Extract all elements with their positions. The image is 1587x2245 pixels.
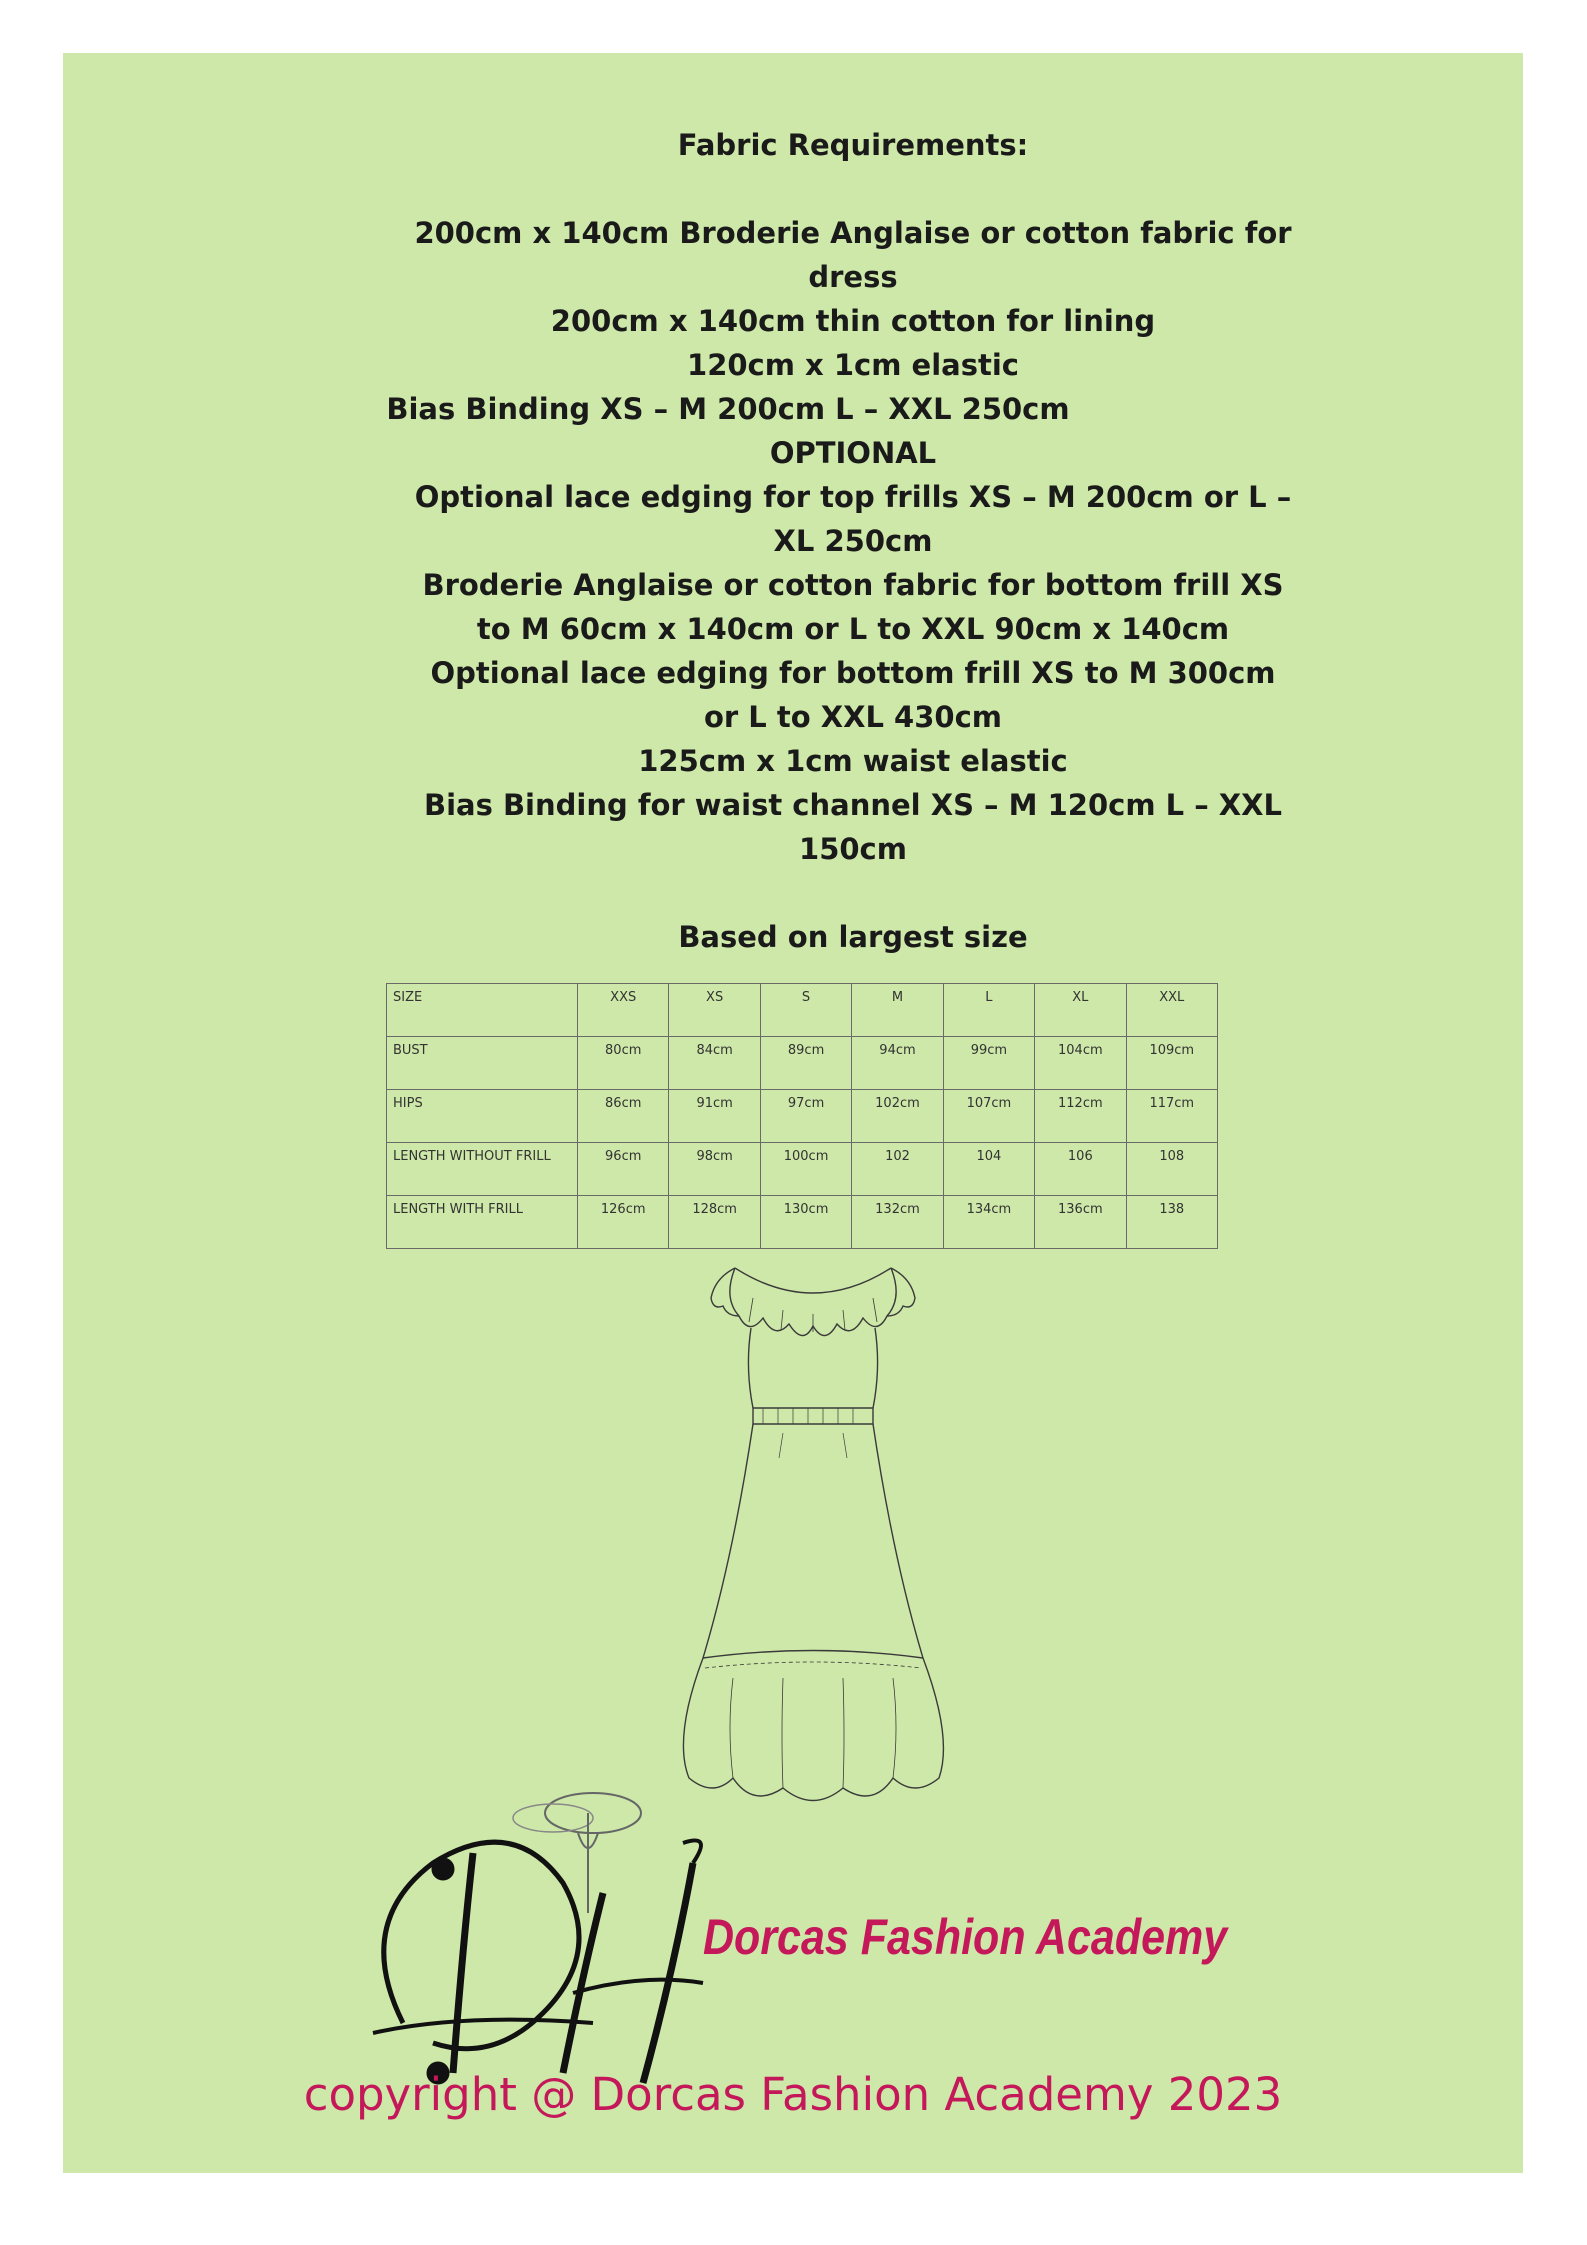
table-cell: HIPS xyxy=(387,1090,578,1143)
table-header-cell: XXS xyxy=(578,984,669,1037)
table-cell: 130cm xyxy=(760,1196,851,1249)
page-panel xyxy=(63,53,1523,2173)
table-cell: 80cm xyxy=(578,1037,669,1090)
table-header-cell: SIZE xyxy=(387,984,578,1037)
requirement-line: Broderie Anglaise or cotton fabric for bottom frill XS xyxy=(422,568,1284,602)
dress-illustration xyxy=(653,1258,973,1818)
table-cell: 108 xyxy=(1126,1143,1217,1196)
requirement-line: 200cm x 140cm Broderie Anglaise or cotton fabric for xyxy=(414,216,1292,250)
table-header-row xyxy=(387,984,1218,1037)
table-cell: 112cm xyxy=(1035,1090,1126,1143)
table-cell: 84cm xyxy=(669,1037,760,1090)
fabric-requirements xyxy=(386,123,1303,959)
requirement-line: 150cm xyxy=(799,832,907,866)
table-cell: 97cm xyxy=(760,1090,851,1143)
table-cell: 102 xyxy=(852,1143,943,1196)
table-cell: 100cm xyxy=(760,1143,851,1196)
table-cell: 106 xyxy=(1035,1143,1126,1196)
table-header-cell: L xyxy=(943,984,1034,1037)
table-cell: 102cm xyxy=(852,1090,943,1143)
table-cell: 104cm xyxy=(1035,1037,1126,1090)
table-cell: 104 xyxy=(943,1143,1034,1196)
table-cell: 94cm xyxy=(852,1037,943,1090)
table-cell: 132cm xyxy=(852,1196,943,1249)
table-row xyxy=(387,1196,1218,1249)
table-cell: 86cm xyxy=(578,1090,669,1143)
requirement-line: Optional lace edging for top frills XS – M 200cm or L – xyxy=(414,480,1292,514)
table-cell: LENGTH WITH FRILL xyxy=(387,1196,578,1249)
section-title: Fabric Requirements: xyxy=(677,128,1029,162)
table-header-cell: XL xyxy=(1035,984,1126,1037)
table-cell: 138 xyxy=(1126,1196,1217,1249)
table-cell: 109cm xyxy=(1126,1037,1217,1090)
size-chart xyxy=(386,983,1218,1249)
requirement-line: Bias Binding for waist channel XS – M 120cm L – XXL xyxy=(423,788,1283,822)
requirement-line: Bias Binding XS – M 200cm L – XXL 250cm xyxy=(386,392,1070,426)
brand-name: Dorcas Fashion Academy xyxy=(703,1909,1228,1965)
spacer xyxy=(403,167,1303,211)
requirement-line: dress xyxy=(808,260,898,294)
spacer xyxy=(403,871,1303,915)
table-cell: 91cm xyxy=(669,1090,760,1143)
table-cell: 99cm xyxy=(943,1037,1034,1090)
copyright-notice: copyright @ Dorcas Fashion Academy 2023 xyxy=(303,2068,1283,2121)
table-cell: 89cm xyxy=(760,1037,851,1090)
table-cell: 98cm xyxy=(669,1143,760,1196)
requirement-line: 125cm x 1cm waist elastic xyxy=(638,744,1068,778)
table-cell: LENGTH WITHOUT FRILL xyxy=(387,1143,578,1196)
requirement-line: 120cm x 1cm elastic xyxy=(687,348,1019,382)
requirement-line: to M 60cm x 140cm or L to XXL 90cm x 140cm xyxy=(476,612,1230,646)
table-cell: BUST xyxy=(387,1037,578,1090)
requirement-line: Optional lace edging for bottom frill XS to M 300cm xyxy=(430,656,1276,690)
table-row xyxy=(387,1143,1218,1196)
table-cell: 128cm xyxy=(669,1196,760,1249)
requirement-line: OPTIONAL xyxy=(769,436,937,470)
table-header-cell: XXL xyxy=(1126,984,1217,1037)
table-row xyxy=(387,1037,1218,1090)
table-cell: 96cm xyxy=(578,1143,669,1196)
table-header-cell: M xyxy=(852,984,943,1037)
table-row xyxy=(387,1090,1218,1143)
table-cell: 134cm xyxy=(943,1196,1034,1249)
requirement-line: or L to XXL 430cm xyxy=(703,700,1002,734)
table-header-cell: XS xyxy=(669,984,760,1037)
table-cell: 107cm xyxy=(943,1090,1034,1143)
table-header-cell: S xyxy=(760,984,851,1037)
requirement-line: 200cm x 140cm thin cotton for lining xyxy=(550,304,1156,338)
table-cell: 117cm xyxy=(1126,1090,1217,1143)
requirement-line: XL 250cm xyxy=(773,524,933,558)
table-cell: 136cm xyxy=(1035,1196,1126,1249)
size-note: Based on largest size xyxy=(678,920,1028,954)
table-cell: 126cm xyxy=(578,1196,669,1249)
